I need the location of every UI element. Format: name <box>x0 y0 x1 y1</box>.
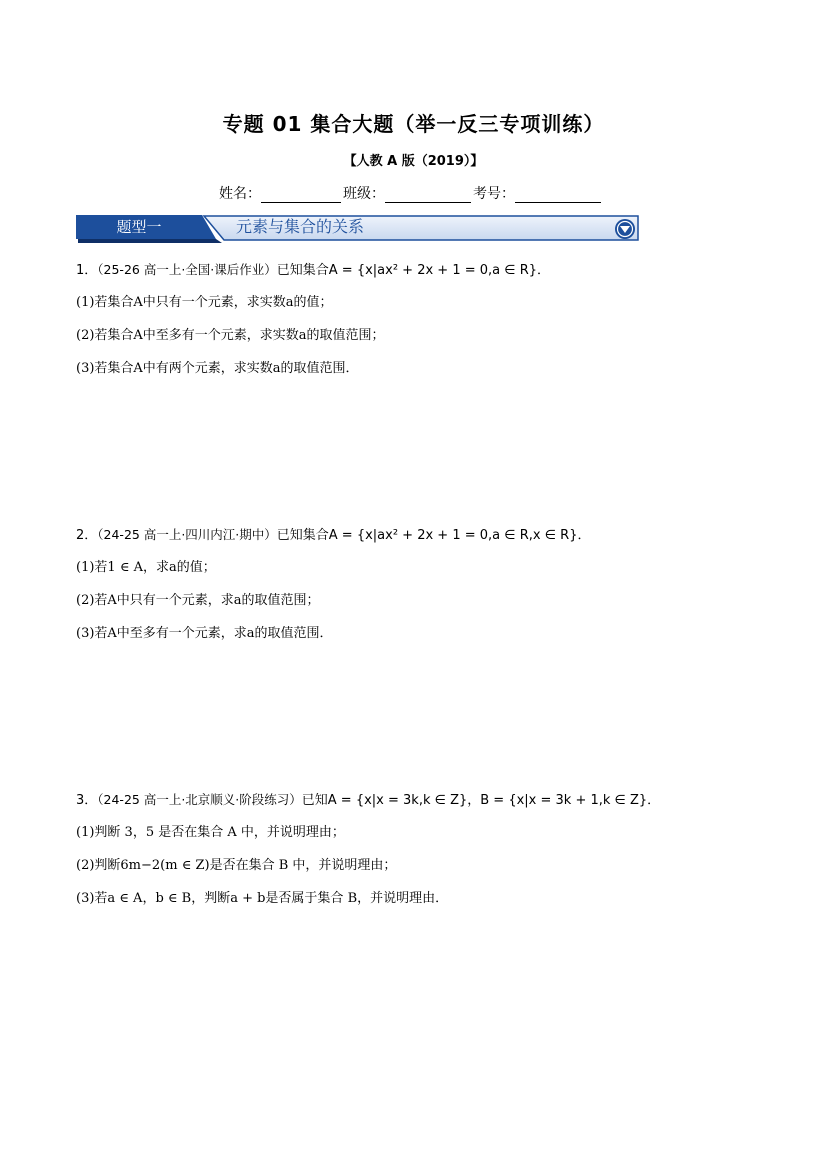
name-blank[interactable] <box>261 186 341 203</box>
question-1-part-2: (2)若集合A中至多有一个元素，求实数a的取值范围； <box>76 328 385 343</box>
question-number: 2． <box>76 528 98 543</box>
section-title: 元素与集合的关系 <box>236 217 365 236</box>
question-number: 1． <box>76 263 98 278</box>
question-text: 已知集合A = {x|ax² + 2x + 1 = 0,a ∈ R}． <box>276 263 551 278</box>
student-info-row <box>219 183 603 203</box>
question-source: （25-26 高一上·全国·课后作业） <box>97 262 277 277</box>
id-label: 考号： <box>473 186 515 202</box>
question-text: 已知A = {x|x = 3k,k ∈ Z}，B = {x|x = 3k + 1,k ∈ Z}． <box>301 793 661 808</box>
question-2-part-3: (3)若A中至多有一个元素，求a的取值范围． <box>76 626 333 641</box>
class-blank[interactable] <box>385 186 471 203</box>
question-1-stem <box>76 261 550 280</box>
question-1-part-1: (1)若集合A中只有一个元素，求实数a的值； <box>76 295 333 310</box>
question-3-stem <box>76 791 660 810</box>
question-2-stem <box>76 526 590 545</box>
question-source: （24-25 高一上·北京顺义·阶段练习） <box>97 792 302 807</box>
id-blank[interactable] <box>515 186 601 203</box>
question-2-part-2: (2)若A中只有一个元素，求a的取值范围； <box>76 593 320 608</box>
name-label: 姓名： <box>219 186 261 202</box>
question-3-part-3: (3)若a ∈ A，b ∈ B，判断a + b是否属于集合 B，并说明理由． <box>76 891 449 906</box>
section-label: 题型一 <box>116 218 162 236</box>
question-2-part-1: (1)若1 ∈ A，求a的值； <box>76 560 216 575</box>
page-subtitle: 【人教 A 版（2019）】 <box>343 154 484 169</box>
question-1-part-3: (3)若集合A中有两个元素，求实数a的取值范围． <box>76 361 359 376</box>
class-label: 班级： <box>343 186 385 202</box>
question-3-part-2: (2)判断6m−2(m ∈ Z)是否在集合 B 中，并说明理由； <box>76 858 397 873</box>
question-source: （24-25 高一上·四川内江·期中） <box>97 527 277 542</box>
page-title: 专题 01 集合大题（举一反三专项训练） <box>222 112 605 136</box>
question-text: 已知集合A = {x|ax² + 2x + 1 = 0,a ∈ R,x ∈ R}． <box>276 528 591 543</box>
chevron-down-icon[interactable] <box>614 218 636 240</box>
question-3-part-1: (1)判断 3，5 是否在集合 A 中，并说明理由； <box>76 825 345 840</box>
question-number: 3． <box>76 793 98 808</box>
